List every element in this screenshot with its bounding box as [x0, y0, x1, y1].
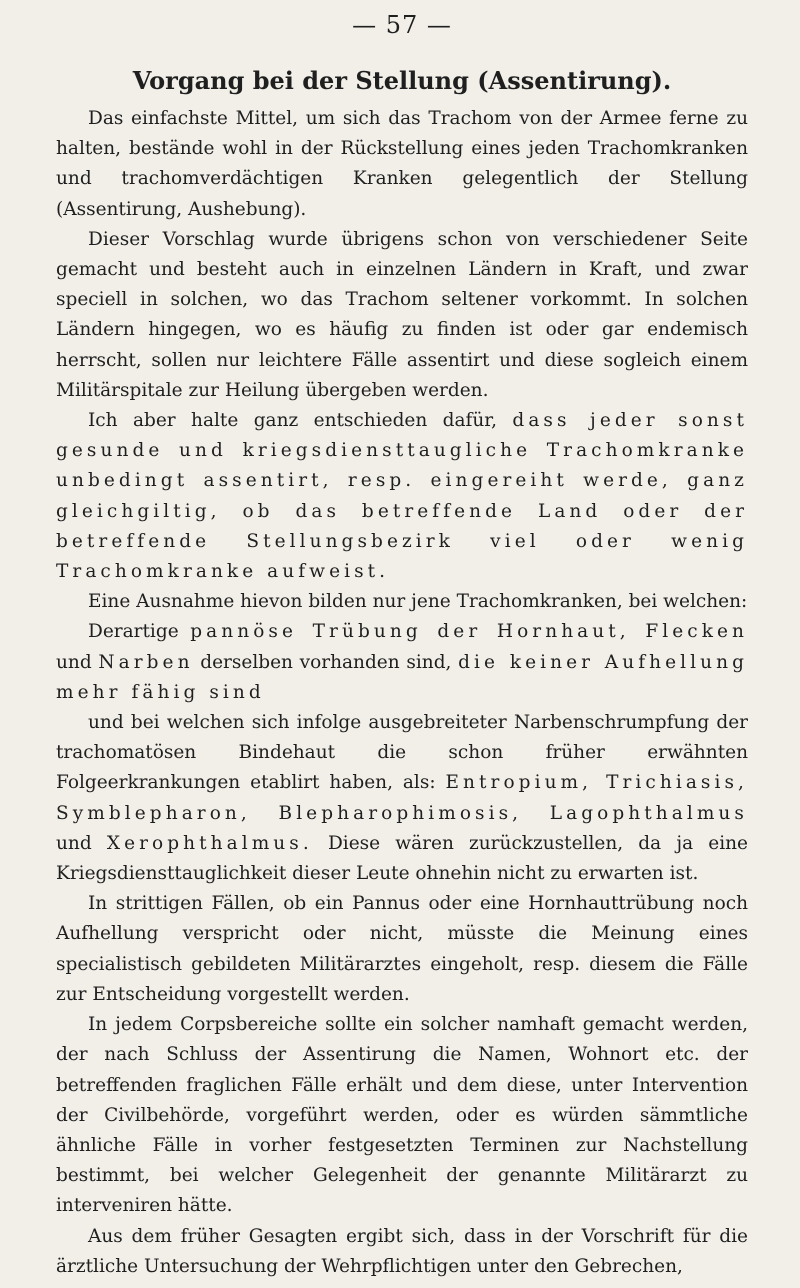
paragraph-5-mid: und: [56, 651, 99, 673]
paragraph-5-emphasis-3: die keiner Aufhellung mehr fähig sind: [56, 651, 748, 703]
paragraph-3-emphasis: dass jeder sonst gesunde und kriegsdiensttaugliche Trachomkranke unbedingt assentirt, resp. eingereiht werde, ganz gleichgiltig, ob das betreffende Land oder der betreffende Stellungsbezirk viel oder wenig Trachomkranke aufweist.: [56, 410, 748, 583]
paragraph-6: [56, 708, 748, 889]
section-heading: Vorgang bei der Stellung (Assentirung).: [132, 66, 672, 95]
paragraph-2: Dieser Vorschlag wurde übrigens schon von verschiedener Seite gemacht und besteht auch in einzelnen Ländern in Kraft, und zwar speciell in solchen, wo das Trachom seltener vorkommt. In solchen Ländern hingegen, wo es häufig zu finden ist oder gar endemisch herrscht, sollen nur leichtere Fälle assentirt und diese sogleich einem Militärspitale zur Heilung übergeben werden.: [56, 228, 748, 401]
paragraph-3-start: Ich aber halte ganz entschieden dafür,: [88, 410, 513, 432]
paragraph-9: Aus dem früher Gesagten ergibt sich, dass in der Vorschrift für die ärztliche Untersuchung der Wehrpflichtigen unter den Gebrechen,: [56, 1225, 748, 1277]
paragraph-5-start: Derartige: [88, 621, 191, 643]
paragraph-5-emphasis-2: Narben: [98, 651, 194, 673]
paragraph-6-emphasis-2: Xerophthalmus.: [106, 832, 313, 854]
paragraph-3: [56, 406, 748, 587]
paragraph-5: [56, 617, 748, 708]
paragraph-1: Das einfachste Mittel, um sich das Trachom von der Armee ferne zu halten, bestände wohl in der Rückstellung eines jeden Trachomkranken und trachomverdächtigen Kranken gelegentlich der Stellung (Assentirung, Aushebung).: [56, 108, 748, 220]
paragraph-6-mid: und: [56, 832, 107, 854]
paragraph-5-emphasis-1: pannöse Trübung der Hornhaut, Flecken: [190, 621, 748, 643]
paragraph-6-end: Diese wären zurückzustellen, da ja eine Kriegsdiensttauglichkeit dieser Leute ohnehin nicht zu erwarten ist.: [56, 832, 748, 885]
paragraph-4: Eine Ausnahme hievon bilden nur jene Trachomkranken, bei welchen:: [88, 591, 748, 613]
paragraph-8: In jedem Corpsbereiche sollte ein solcher namhaft gemacht werden, der nach Schluss der Assentirung die Namen, Wohnort etc. der betreffenden fraglichen Fälle erhält und dem diese, unter Intervention der Civilbehörde, vorgeführt werden, oder es würden sämmtliche ähnliche Fälle in vorher festgesetzten Terminen zur Nachstellung bestimmt, bei welcher Gelegenheit der genannte Militärarzt zu interveniren hätte.: [56, 1014, 748, 1217]
body-text: [56, 104, 748, 1282]
paragraph-6-emphasis-1: Entropium, Trichiasis, Symblepharon, Blepharophimosis, Lagophthalmus: [56, 772, 748, 824]
paragraph-7: In strittigen Fällen, ob ein Pannus oder eine Hornhauttrübung noch Aufhellung verspricht oder nicht, müsste die Meinung eines specialistisch gebildeten Militärarztes eingeholt, resp. diesem die Fälle zur Entscheidung vorgestellt werden.: [56, 893, 748, 1005]
paragraph-6-start: und bei welchen sich infolge ausgebreiteter Narbenschrumpfung der trachomatösen Bindehaut die schon früher erwähnten Folgeerkrankungen etablirt haben, als:: [56, 712, 748, 794]
paragraph-5-mid-2: derselben vorhanden sind,: [193, 651, 459, 673]
page-number: — 57 —: [352, 11, 452, 39]
